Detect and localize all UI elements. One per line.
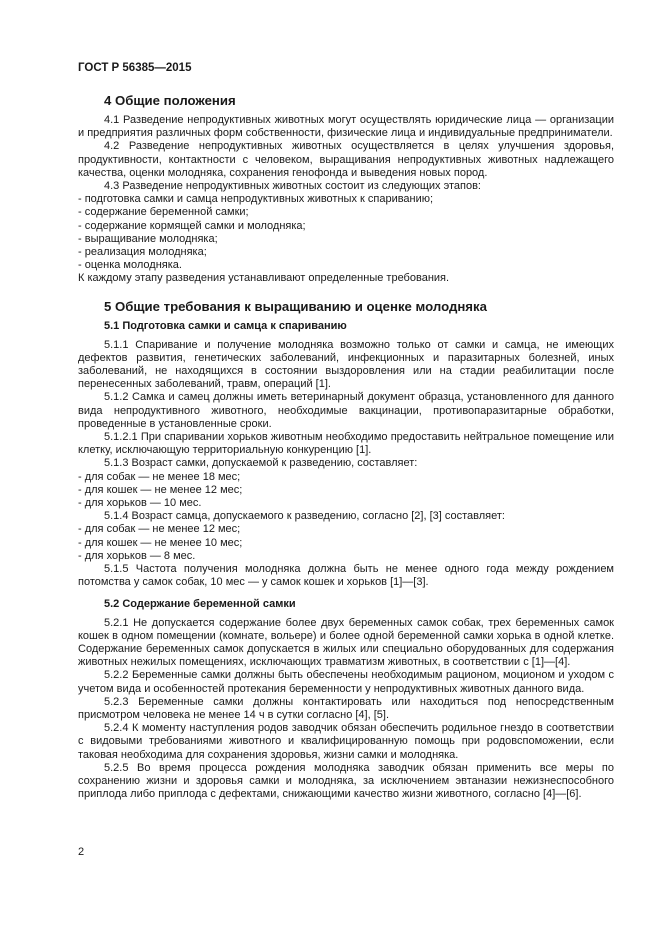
list-item-stage: - содержание кормящей самки и молодняка; bbox=[78, 219, 306, 232]
list-item-stage: - оценка молодняка. bbox=[78, 259, 182, 272]
paragraph-5-1-1: 5.1.1 Спаривание и получение молодняка возможно только от самки и самца, не имеющих дефектов развития, генетических заболеваний, инфекционных и паразитарных болезней, иных заболеваний, не находящихся в состоянии выздоровления или на стадии реабилитации после перенесенных заболеваний, травм, операций [1]. bbox=[78, 338, 614, 391]
page-number: 2 bbox=[78, 846, 85, 858]
paragraph-5-2-2: 5.2.2 Беременные самки должны быть обеспечены необходимым рационом, моционом и уходом с учетом вида и особенностей протекания беременности у непродуктивных животных данного вида. bbox=[78, 669, 614, 695]
list-item-female-age: - для кошек — не менее 12 мес; bbox=[78, 483, 243, 496]
standard-code-header: ГОСТ Р 56385—2015 bbox=[78, 62, 192, 74]
list-item-female-age: - для собак — не менее 18 мес; bbox=[78, 470, 241, 483]
paragraph-5-1-2-1: 5.1.2.1 При спаривании хорьков животным необходимо предоставить нейтральное помещение или клетку, исключающую территориальную конкуренцию [1]. bbox=[78, 431, 614, 457]
paragraph-4-1: 4.1 Разведение непродуктивных животных могут осуществлять юридические лица — организации и предприятия различных форм собственности, физические лица и индивидуальные предприниматели. bbox=[78, 114, 614, 140]
paragraph-5-1-5: 5.1.5 Частота получения молодняка должна быть не менее одного года между рождением потомства у самок собак, 10 мес — у самок кошек и хорьков [1]—[3]. bbox=[78, 563, 614, 589]
list-item-male-age: - для собак — не менее 12 мес; bbox=[78, 523, 241, 536]
section-5-title: 5 Общие требования к выращиванию и оценке молодняка bbox=[104, 298, 487, 314]
paragraph-5-2-3: 5.2.3 Беременные самки должны контактировать или находиться под непосредственным присмотром человека не менее 14 ч в сутки согласно [4], [5]. bbox=[78, 695, 614, 721]
paragraph-5-2-4: 5.2.4 К моменту наступления родов заводчик обязан обеспечить родильное гнездо в соответствии с видовыми требованиями животного и квалифицированную помощь при родовспоможении, если таковая необходима для сохранения здоровья, жизни самки и молодняка. bbox=[78, 722, 614, 761]
subsection-5-1-title: 5.1 Подготовка самки и самца к спариванию bbox=[104, 319, 347, 332]
list-item-stage: - реализация молодняка; bbox=[78, 246, 207, 259]
section-4-title: 4 Общие положения bbox=[104, 93, 236, 108]
list-item-male-age: - для кошек — не менее 10 мес; bbox=[78, 536, 243, 549]
list-item-male-age: - для хорьков — 8 мес. bbox=[78, 549, 196, 562]
list-item-stage: - подготовка самки и самца непродуктивных животных к спариванию; bbox=[78, 193, 434, 206]
paragraph-4-3: 4.3 Разведение непродуктивных животных состоит из следующих этапов: bbox=[104, 180, 481, 193]
paragraph-5-1-2: 5.1.2 Самка и самец должны иметь ветеринарный документ образца, установленного для данного вида непродуктивного животного, необходимые вакцинации, противопаразитарные обработки, проведенные в установленные сроки. bbox=[78, 391, 614, 430]
paragraph-5-1-3: 5.1.3 Возраст самки, допускаемой к разведению, составляет: bbox=[104, 457, 418, 470]
list-item-stage: - содержание беременной самки; bbox=[78, 206, 249, 219]
page-content bbox=[78, 94, 614, 801]
paragraph-4-closing: К каждому этапу разведения устанавливают определенные требования. bbox=[78, 272, 450, 285]
paragraph-5-2-5: 5.2.5 Во время процесса рождения молодняка заводчик обязан применить все меры по сохранению жизни и здоровья самки и молодняка, за исключением эвтаназии нежизнеспособного приплода либо приплода с дефектами, снижающими качество жизни животного, согласно [4]—[6]. bbox=[78, 761, 614, 801]
list-item-stage: - выращивание молодняка; bbox=[78, 232, 218, 245]
subsection-5-2-title: 5.2 Содержание беременной самки bbox=[104, 597, 296, 610]
paragraph-5-1-4: 5.1.4 Возраст самца, допускаемого к разведению, согласно [2], [3] составляет: bbox=[104, 510, 505, 523]
paragraph-4-2: 4.2 Разведение непродуктивных животных осуществляется в целях улучшения здоровья, продуктивности, контактности с человеком, выращивания непродуктивных животных надлежащего качества, оценки молодняка, сохранения генофонда и выведения новых пород. bbox=[78, 140, 614, 179]
list-item-female-age: - для хорьков — 10 мес. bbox=[78, 497, 202, 510]
paragraph-5-2-1: 5.2.1 Не допускается содержание более двух беременных самок собак, трех беременных самок кошек в одном помещении (комнате, вольере) и более одной беременной самки хорька в одной клетке. Содержание беременных самок допускается в жилых или специально оборудованных для содержания животных нежилых помещениях, исключающих травматизм животных, в соответствии с [1]—[4]. bbox=[78, 616, 614, 669]
